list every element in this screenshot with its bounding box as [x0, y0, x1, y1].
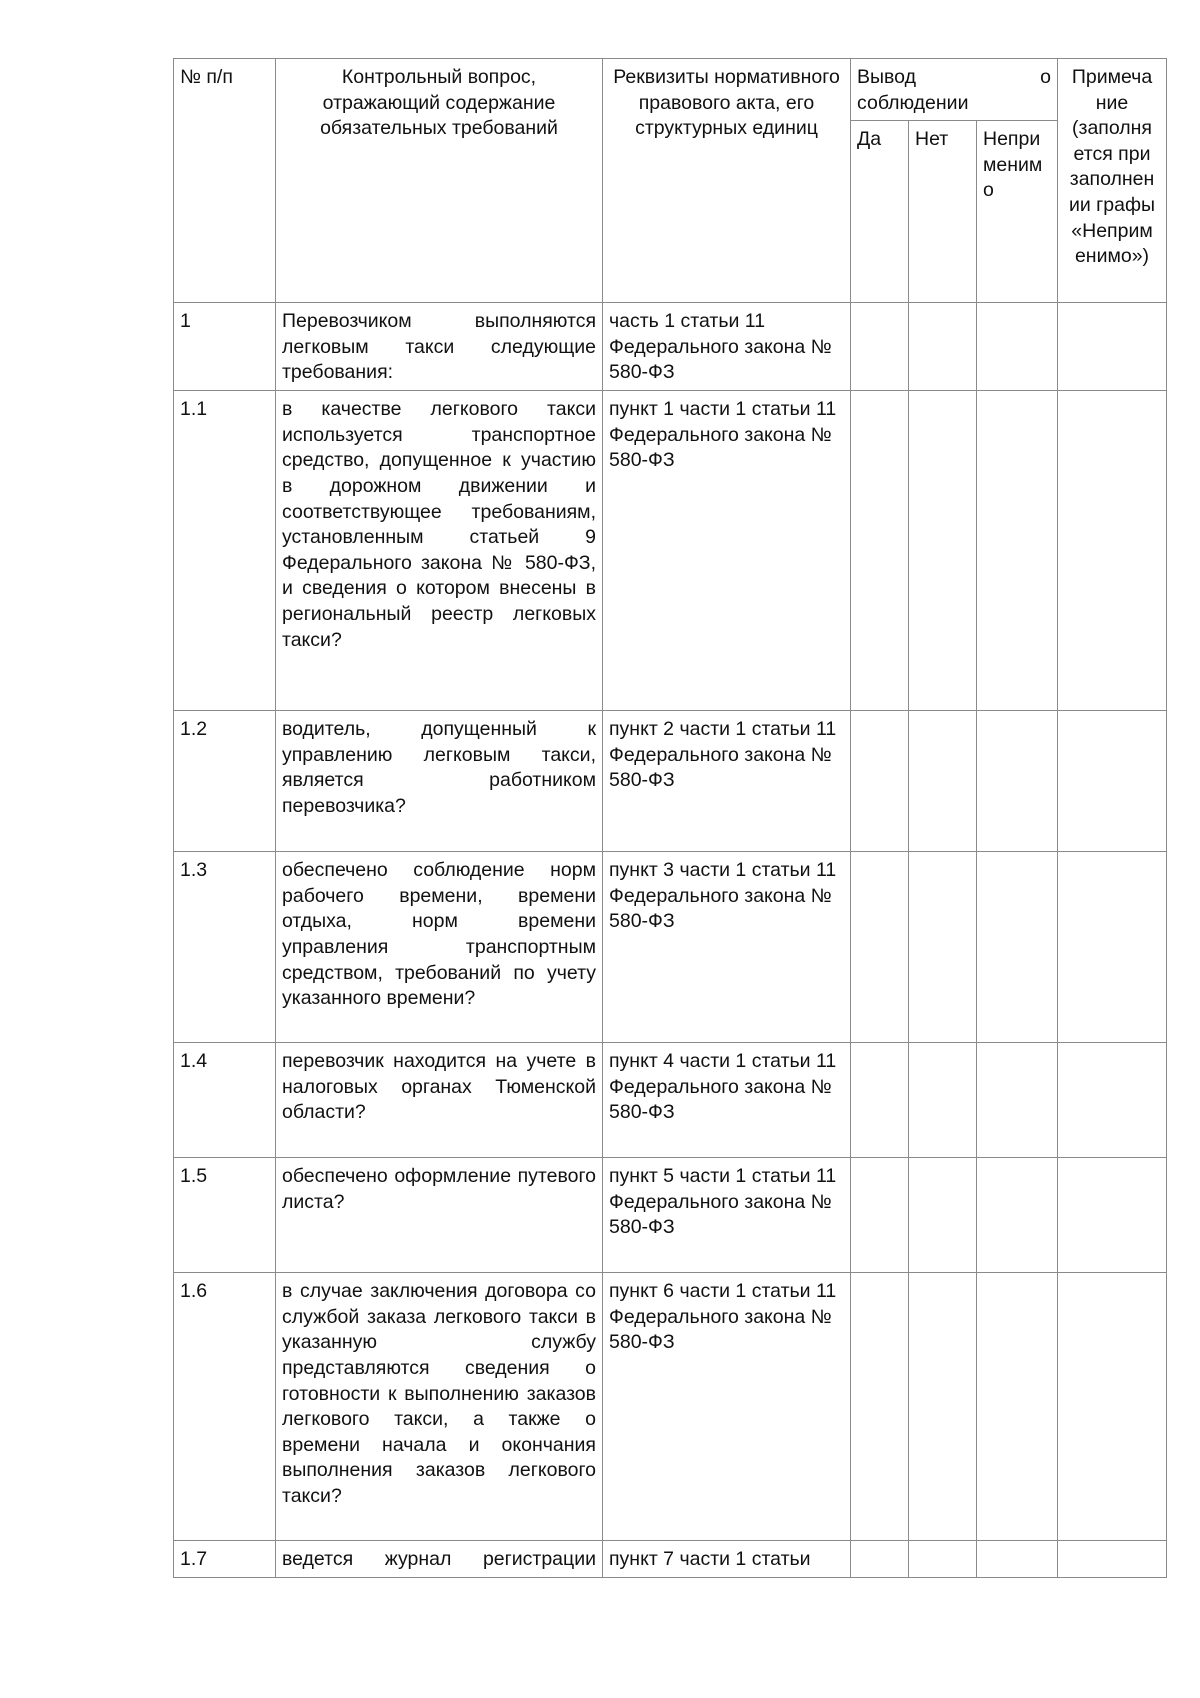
cell-no — [909, 303, 977, 391]
cell-note — [1058, 303, 1167, 391]
cell-note — [1058, 391, 1167, 711]
row-question: перевозчик находится на учете в налоговых органах Тюменской области? — [276, 1043, 603, 1158]
row-requisites: пункт 6 части 1 статьи 11 Федерального закона № 580-ФЗ — [603, 1273, 851, 1541]
header-conclusion-line2: соблюдении — [857, 91, 969, 114]
cell-no — [909, 852, 977, 1043]
cell-yes — [851, 711, 909, 852]
header-no: Нет — [909, 121, 977, 303]
row-num: 1 — [174, 303, 276, 391]
cell-no — [909, 1273, 977, 1541]
cell-no — [909, 1043, 977, 1158]
cell-yes — [851, 1043, 909, 1158]
cell-na — [977, 1541, 1058, 1578]
cell-yes — [851, 1273, 909, 1541]
table-row — [174, 852, 1167, 1043]
row-question: ведется журнал регистрации — [276, 1541, 603, 1578]
cell-yes — [851, 303, 909, 391]
row-question: обеспечено оформление путевого листа? — [276, 1158, 603, 1273]
cell-note — [1058, 1043, 1167, 1158]
row-num: 1.7 — [174, 1541, 276, 1578]
row-num: 1.3 — [174, 852, 276, 1043]
row-requisites: пункт 2 части 1 статьи 11 Федерального закона № 580-ФЗ — [603, 711, 851, 852]
header-note: Примеча ние (заполня ется при заполнен ии графы «Неприм енимо») — [1058, 59, 1167, 303]
row-requisites: пункт 3 части 1 статьи 11 Федерального закона № 580-ФЗ — [603, 852, 851, 1043]
cell-na — [977, 303, 1058, 391]
cell-na — [977, 1158, 1058, 1273]
row-question: Перевозчиком выполняются легковым такси следующие требования: — [276, 303, 603, 391]
checklist-table — [173, 58, 1167, 1578]
table-row — [174, 1158, 1167, 1273]
row-num: 1.1 — [174, 391, 276, 711]
table-row — [174, 1273, 1167, 1541]
cell-no — [909, 711, 977, 852]
row-num: 1.5 — [174, 1158, 276, 1273]
cell-na — [977, 1273, 1058, 1541]
cell-yes — [851, 1158, 909, 1273]
row-question: в качестве легкового такси используется транспортное средство, допущенное к участию в дорожном движении и соответствующее требованиям, установленным статьей 9 Федерального закона № 580-ФЗ, и сведения о котором внесены в региональный реестр легковых такси? — [276, 391, 603, 711]
row-num: 1.2 — [174, 711, 276, 852]
row-requisites: пункт 1 части 1 статьи 11 Федерального закона № 580-ФЗ — [603, 391, 851, 711]
table-row — [174, 711, 1167, 852]
header-na: Непри меним о — [977, 121, 1058, 303]
table-row — [174, 1541, 1167, 1578]
cell-note — [1058, 1158, 1167, 1273]
cell-note — [1058, 852, 1167, 1043]
cell-na — [977, 391, 1058, 711]
row-num: 1.4 — [174, 1043, 276, 1158]
header-yes: Да — [851, 121, 909, 303]
cell-yes — [851, 1541, 909, 1578]
cell-no — [909, 1158, 977, 1273]
cell-note — [1058, 711, 1167, 852]
row-requisites: часть 1 статьи 11 Федерального закона № 580-ФЗ — [603, 303, 851, 391]
header-row-1 — [174, 59, 1167, 121]
table-row — [174, 1043, 1167, 1158]
cell-no — [909, 1541, 977, 1578]
cell-na — [977, 852, 1058, 1043]
table-row — [174, 391, 1167, 711]
header-requisites: Реквизиты нормативного правового акта, его структурных единиц — [603, 59, 851, 303]
cell-na — [977, 711, 1058, 852]
row-question: водитель, допущенный к управлению легковым такси, является работником перевозчика? — [276, 711, 603, 852]
header-conclusion — [851, 59, 1058, 121]
cell-note — [1058, 1273, 1167, 1541]
row-num: 1.6 — [174, 1273, 276, 1541]
row-question: обеспечено соблюдение норм рабочего времени, времени отдыха, норм времени управления транспортным средством, требований по учету указанного времени? — [276, 852, 603, 1043]
cell-na — [977, 1043, 1058, 1158]
row-question: в случае заключения договора со службой заказа легкового такси в указанную службу представляются сведения о готовности к выполнению заказов легкового такси, а также о времени начала и окончания выполнения заказов легкового такси? — [276, 1273, 603, 1541]
cell-note — [1058, 1541, 1167, 1578]
row-requisites: пункт 5 части 1 статьи 11 Федерального закона № 580-ФЗ — [603, 1158, 851, 1273]
row-requisites: пункт 7 части 1 статьи — [603, 1541, 851, 1578]
cell-yes — [851, 391, 909, 711]
cell-yes — [851, 852, 909, 1043]
row-requisites: пункт 4 части 1 статьи 11 Федерального закона № 580-ФЗ — [603, 1043, 851, 1158]
table-row — [174, 303, 1167, 391]
header-question: Контрольный вопрос, отражающий содержание обязательных требований — [276, 59, 603, 303]
header-num: № п/п — [174, 59, 276, 303]
cell-no — [909, 391, 977, 711]
header-conclusion-line1: Вывод о — [857, 66, 1052, 88]
